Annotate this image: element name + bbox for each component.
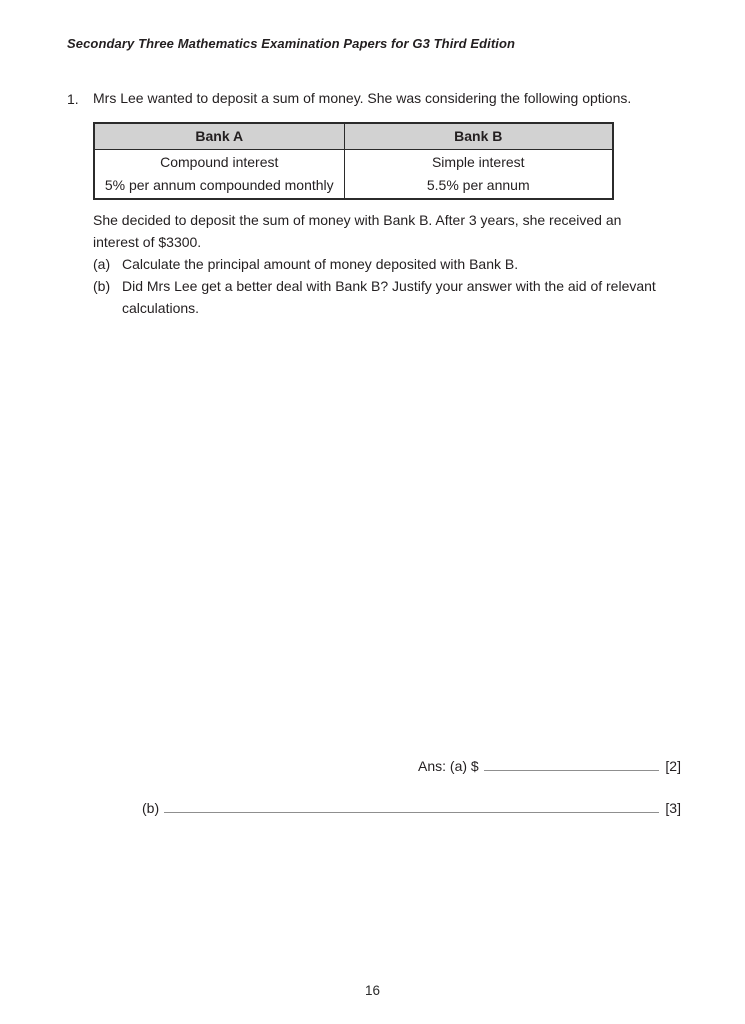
answer-a-blank-line bbox=[484, 757, 660, 771]
question-number: 1. bbox=[67, 91, 79, 107]
table-cell-bank-b bbox=[344, 150, 613, 200]
bank-a-interest-type: Compound interest bbox=[160, 154, 279, 170]
part-a-label: (a) bbox=[93, 256, 111, 272]
running-header: Secondary Three Mathematics Examination Papers for G3 Third Edition bbox=[67, 36, 516, 51]
bank-options-table bbox=[93, 122, 614, 200]
bank-b-rate: 5.5% per annum bbox=[426, 177, 530, 193]
part-a-text bbox=[122, 253, 683, 275]
question-part-b bbox=[93, 275, 683, 319]
question-body-paragraph bbox=[93, 209, 683, 253]
question-content bbox=[93, 88, 683, 319]
question-1 bbox=[67, 88, 683, 319]
table-header-bank-b: Bank B bbox=[344, 123, 613, 150]
answer-b-prefix: (b) bbox=[142, 800, 160, 816]
part-b-text bbox=[122, 275, 683, 319]
answer-b-marks: [3] bbox=[665, 800, 681, 816]
answer-row-b bbox=[142, 799, 681, 817]
question-part-a bbox=[93, 253, 683, 275]
question-body-line-1: She decided to deposit the sum of money with Bank B. After 3 years, she received an bbox=[93, 212, 622, 228]
part-b-line-1: Did Mrs Lee get a better deal with Bank B? Justify your answer with the aid of relevant bbox=[122, 278, 656, 294]
question-body-line-2: interest of $3300. bbox=[93, 234, 202, 250]
table-header-row bbox=[94, 123, 613, 150]
table-cell-bank-a bbox=[94, 150, 344, 200]
table-body-row bbox=[94, 150, 613, 200]
answer-a-prefix: Ans: (a) $ bbox=[418, 758, 479, 774]
page-number: 16 bbox=[364, 983, 381, 998]
question-intro-text: Mrs Lee wanted to deposit a sum of money. She was considering the following options. bbox=[93, 90, 632, 106]
table-header-bank-a: Bank A bbox=[94, 123, 344, 150]
answer-b-blank-line bbox=[164, 799, 659, 813]
part-b-label: (b) bbox=[93, 278, 111, 294]
part-a-line-1: Calculate the principal amount of money deposited with Bank B. bbox=[122, 256, 519, 272]
bank-b-interest-type: Simple interest bbox=[431, 154, 525, 170]
answer-a-marks: [2] bbox=[665, 758, 681, 774]
part-b-line-2: calculations. bbox=[122, 300, 200, 316]
answer-row-a bbox=[418, 757, 681, 775]
bank-a-rate: 5% per annum compounded monthly bbox=[104, 177, 334, 193]
